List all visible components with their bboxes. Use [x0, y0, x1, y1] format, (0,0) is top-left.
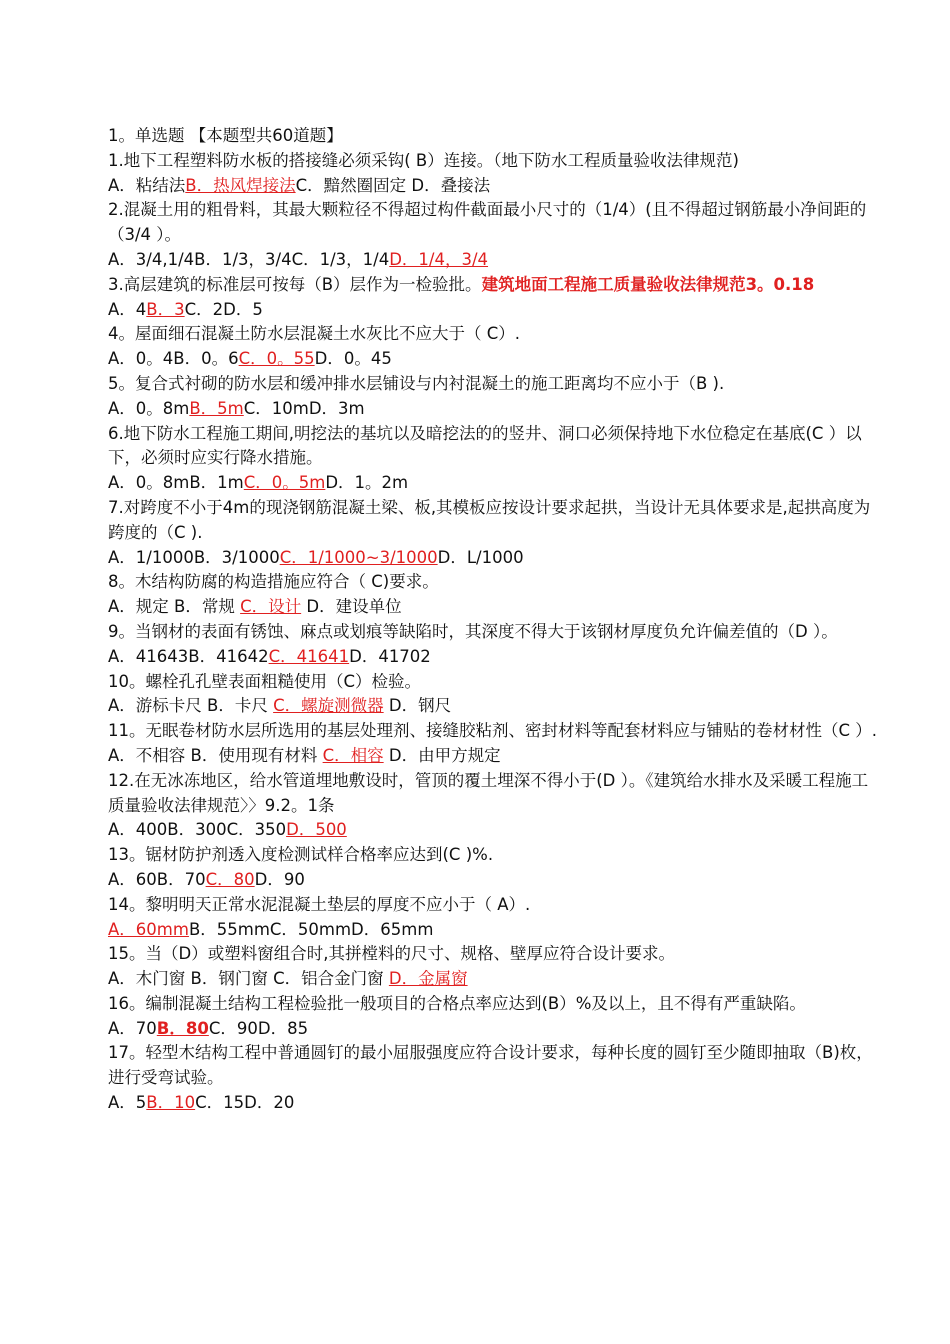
question-stem: 2.混凝土用的粗骨料，其最大颗粒径不得超过构件截面最小尺寸的（1/4）(且不得超过钢筋最小净间距的（3/4 ）。 — [108, 200, 867, 245]
options-line — [108, 471, 884, 496]
options-after-answer: C．90D．85 — [208, 1018, 309, 1038]
options-after-answer: D．0。45 — [314, 349, 392, 369]
correct-answer: C．螺旋测微器 — [273, 696, 384, 716]
question-text — [108, 570, 884, 595]
correct-answer: C．相容 — [322, 745, 384, 765]
options-after-answer: B．55mmC．50mmD．65mm — [188, 919, 434, 939]
options-after-answer: D．建设单位 — [301, 597, 402, 617]
question-text — [108, 1041, 884, 1091]
question-text — [108, 496, 884, 546]
question-stem: 10。螺栓孔孔壁表面粗糙使用（C）检验。 — [108, 671, 422, 691]
correct-answer: C．41641 — [268, 646, 350, 666]
question-stem: 9。当钢材的表面有锈蚀、麻点或划痕等缺陷时，其深度不得大于该钢材厚度负允许偏差值的（D ）。 — [108, 621, 838, 641]
question-text — [108, 942, 884, 967]
options-before-answer: A．不相容 B．使用现有材料 — [108, 745, 323, 765]
document-page — [108, 124, 884, 1116]
question-stem: 6.地下防水工程施工期间,明挖法的基坑以及暗挖法的的竖井、洞口必须保持地下水位稳定在基底(C ）以下，必须时应实行降水措施。 — [108, 423, 862, 468]
question-stem: 11。无眠卷材防水层所选用的基层处理剂、接缝胶粘剂、密封材料等配套材料应与铺贴的卷材材性（C ）. — [108, 721, 878, 741]
question-stem: 13。锯材防护剂透入度检测试样合格率应达到(C )%. — [108, 845, 494, 865]
options-after-answer: C．15D．20 — [195, 1093, 295, 1113]
options-before-answer: A．70 — [108, 1018, 157, 1038]
question-stem: 7.对跨度不小于4m的现浇钢筋混凝土梁、板,其模板应按设计要求起拱，当设计无具体要求是,起拱高度为跨度的（C ). — [108, 497, 871, 542]
options-before-answer: A．41643B．41642 — [108, 646, 269, 666]
options-line — [108, 1017, 884, 1042]
question-list — [108, 149, 884, 1116]
question-stem: 16。编制混凝土结构工程检验批一般项目的合格点率应达到(B）%及以上，且不得有严重缺陷。 — [108, 993, 806, 1013]
options-before-answer: A．400B．300C．350 — [108, 820, 287, 840]
correct-answer: D．500 — [286, 820, 347, 840]
options-after-answer: D．钢尺 — [383, 696, 452, 716]
options-line — [108, 918, 884, 943]
question-text — [108, 620, 884, 645]
options-before-answer: A．5 — [108, 1093, 147, 1113]
options-before-answer: A．1/1000B．3/1000 — [108, 547, 280, 567]
options-before-answer: A．4 — [108, 299, 147, 319]
options-after-answer: C．2D．5 — [184, 299, 263, 319]
question-stem: 12.在无冰冻地区，给水管道埋地敷设时，管顶的覆土埋深不得小于(D ）。《建筑给水排水及采暖工程施工质量验收法律规范〉〉9.2。1条 — [108, 770, 869, 815]
question-stem: 8。木结构防腐的构造措施应符合（ C)要求。 — [108, 572, 439, 592]
options-after-answer: D．41702 — [349, 646, 431, 666]
options-before-answer: A．0。4B．0。6 — [108, 349, 239, 369]
options-before-answer: A．游标卡尺 B．卡尺 — [108, 696, 274, 716]
options-line — [108, 645, 884, 670]
options-before-answer: A．0。8mB．1m — [108, 473, 244, 493]
question-stem: 14。黎明明天正常水泥混凝土垫层的厚度不应小于（ A）. — [108, 894, 531, 914]
question-stem: 15。当（D）或塑料窗组合时,其拼樘料的尺寸、规格、壁厚应符合设计要求。 — [108, 944, 675, 964]
question-text — [108, 149, 884, 174]
question-stem: 1.地下工程塑料防水板的搭接缝必须采钩( B）连接。（地下防水工程质量验收法律规范) — [108, 150, 739, 170]
options-line — [108, 744, 884, 769]
question-stem: 5。复合式衬砌的防水层和缓冲排水层铺设与内衬混凝土的施工距离均不应小于（B ). — [108, 373, 725, 393]
options-line — [108, 1091, 884, 1116]
options-line — [108, 967, 884, 992]
question-text — [108, 422, 884, 472]
options-before-answer: A．木门窗 B．钢门窗 C．铝合金门窗 — [108, 969, 389, 989]
question-text — [108, 843, 884, 868]
options-after-answer: D．由甲方规定 — [383, 745, 501, 765]
correct-answer: C．0。5m — [243, 473, 326, 493]
correct-answer: B．80 — [156, 1018, 209, 1038]
options-line — [108, 546, 884, 571]
correct-answer: B．热风焊接法 — [185, 175, 296, 195]
question-text — [108, 992, 884, 1017]
question-text — [108, 769, 884, 819]
correct-answer: C．设计 — [240, 597, 302, 617]
question-stem: 17。轻型木结构工程中普通圆钉的最小屈服强度应符合设计要求，每种长度的圆钉至少随即抽取（B)枚，进行受弯试验。 — [108, 1043, 873, 1088]
correct-answer: D．金属窗 — [388, 969, 468, 989]
options-before-answer: A．3/4,1/4B．1/3，3/4C．1/3，1/4 — [108, 249, 390, 269]
question-stem: 4。屋面细石混凝土防水层混凝土水灰比不应大于（ C）. — [108, 324, 521, 344]
options-line — [108, 298, 884, 323]
question-text — [108, 670, 884, 695]
correct-answer: B．3 — [146, 299, 185, 319]
options-before-answer: A．粘结法 — [108, 175, 186, 195]
options-line — [108, 818, 884, 843]
question-note: 建筑地面工程施工质量验收法律规范3。0.18 — [481, 274, 815, 294]
options-before-answer: A．规定 B．常规 — [108, 597, 241, 617]
options-line — [108, 595, 884, 620]
question-text — [108, 719, 884, 744]
options-after-answer: D．L/1000 — [437, 547, 524, 567]
question-text — [108, 273, 884, 298]
correct-answer: D．1/4，3/4 — [389, 249, 489, 269]
correct-answer: A．60mm — [108, 919, 189, 939]
options-line — [108, 694, 884, 719]
options-after-answer: C．黯然圈固定 D．叠接法 — [295, 175, 491, 195]
options-line — [108, 347, 884, 372]
correct-answer: C．1/1000~3/1000 — [279, 547, 438, 567]
question-text — [108, 198, 884, 248]
options-after-answer: D．90 — [254, 869, 305, 889]
question-text — [108, 322, 884, 347]
options-line — [108, 868, 884, 893]
options-after-answer: D．1。2m — [325, 473, 409, 493]
options-line — [108, 397, 884, 422]
correct-answer: C．80 — [205, 869, 255, 889]
correct-answer: B．10 — [146, 1093, 196, 1113]
options-before-answer: A．60B．70 — [108, 869, 206, 889]
question-stem: 3.高层建筑的标准层可按每（B）层作为一检验批。 — [108, 274, 482, 294]
correct-answer: C．0。55 — [238, 349, 315, 369]
options-line — [108, 174, 884, 199]
options-after-answer: C．10mD．3m — [243, 398, 365, 418]
question-text — [108, 893, 884, 918]
options-before-answer: A．0。8m — [108, 398, 190, 418]
correct-answer: B．5m — [189, 398, 244, 418]
options-line — [108, 248, 884, 273]
question-text — [108, 372, 884, 397]
section-header: 1。单选题 【本题型共60道题】 — [108, 126, 343, 145]
